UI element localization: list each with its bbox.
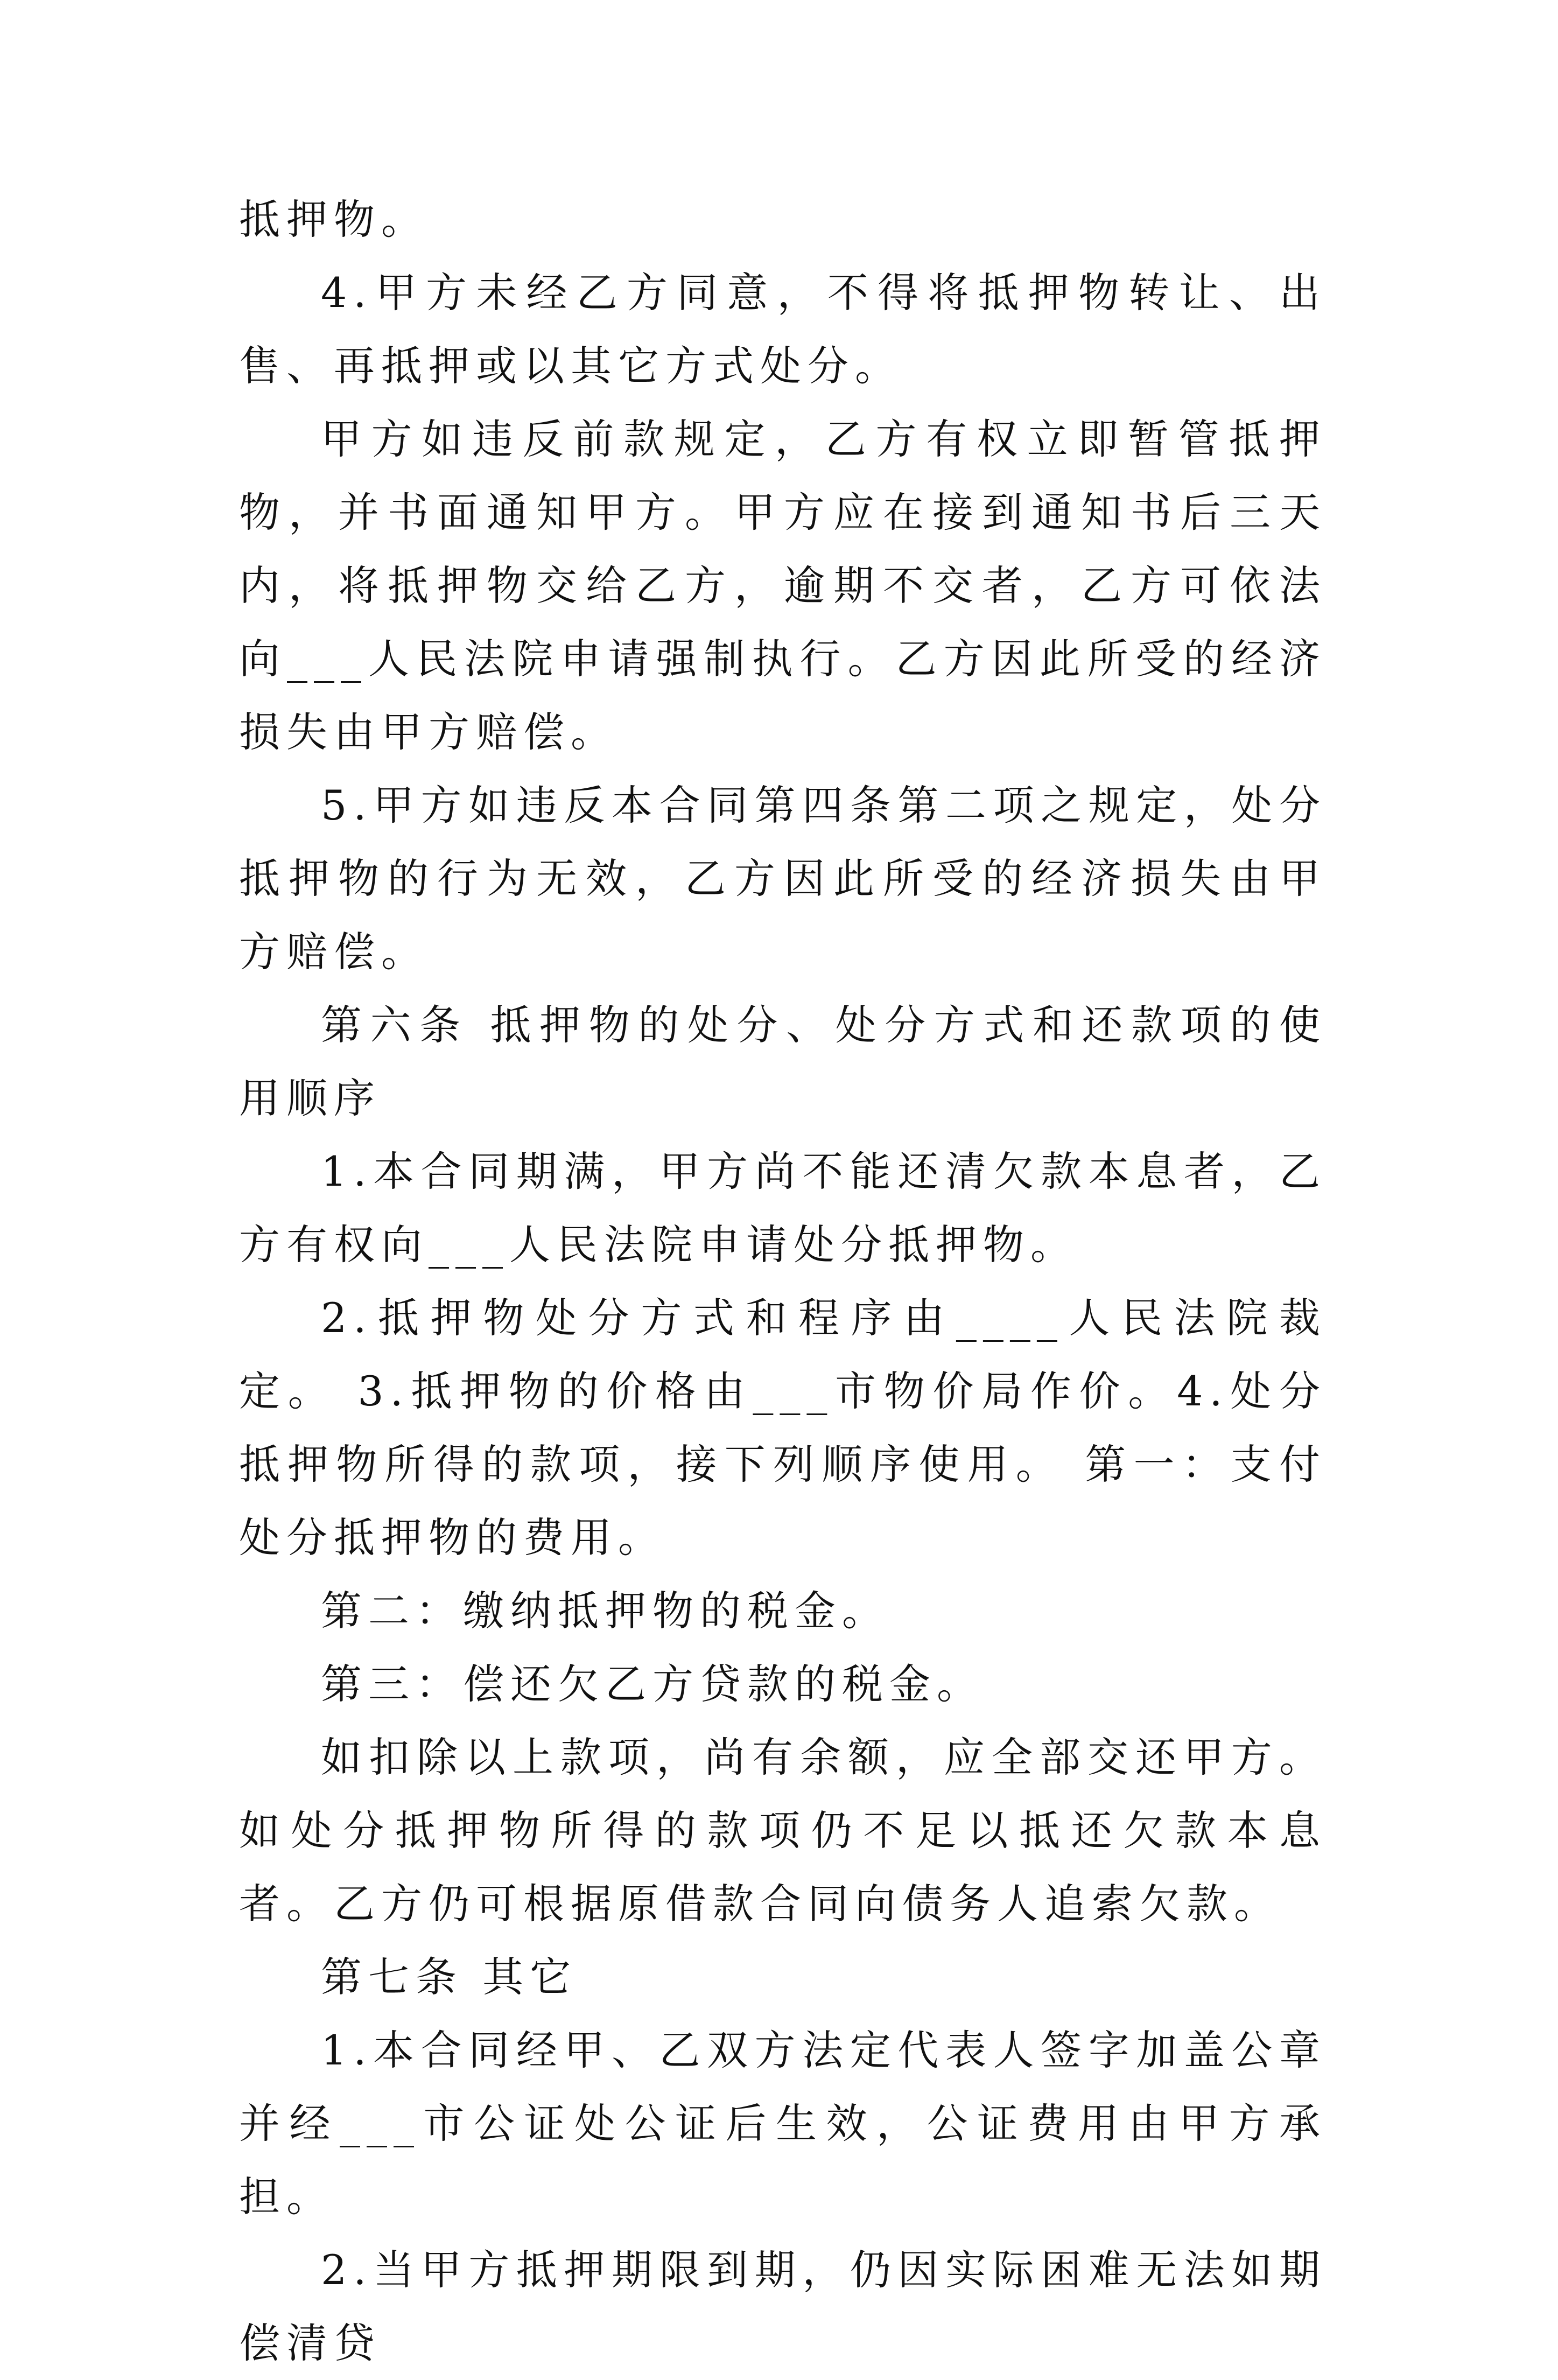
section-heading-7: 第七条 其它 xyxy=(321,1953,578,2001)
paragraph-7: 2.抵押物处分方式和程序由____人民法院裁定。 3.抵押物的价格由___市物价局作价。4.处分抵押物所得的款项，接下列顺序使用。 第一：支付处分抵押物的费用。 xyxy=(239,1294,1327,1562)
paragraph-10: 如扣除以上款项，尚有余额，应全部交还甲方。如处分抵押物所得的款项仍不足以抵还欠款本息者。乙方仍可根据原借款合同向债务人追索欠款。 xyxy=(239,1733,1327,1928)
paragraph-13: 2.当甲方抵押期限到期，仍因实际困难无法如期偿清贷 xyxy=(239,2246,1327,2367)
document-body xyxy=(239,183,1327,2380)
paragraph-9: 第三：偿还欠乙方贷款的税金。 xyxy=(321,1660,984,1708)
paragraph-4: 5.甲方如违反本合同第四条第二项之规定，处分抵押物的行为无效，乙方因此所受的经济损失由甲方赔偿。 xyxy=(239,781,1327,976)
section-heading-6: 第六条 抵押物的处分、处分方式和还款项的使用顺序 xyxy=(239,1001,1327,1122)
paragraph-6: 1.本合同期满，甲方尚不能还清欠款本息者，乙方有权向___人民法院申请处分抵押物。 xyxy=(239,1147,1327,1269)
paragraph-2: 4.甲方未经乙方同意，不得将抵押物转让、出售、再抵押或以其它方式处分。 xyxy=(239,269,1327,390)
paragraph-1: 抵押物。 xyxy=(239,195,429,243)
paragraph-12: 1.本合同经甲、乙双方法定代表人签字加盖公章并经___市公证处公证后生效，公证费用由甲方承担。 xyxy=(239,2026,1327,2221)
paragraph-8: 第二：缴纳抵押物的税金。 xyxy=(321,1587,889,1635)
paragraph-3: 甲方如违反前款规定，乙方有权立即暂管抵押物，并书面通知甲方。甲方应在接到通知书后三天内，将抵押物交给乙方，逾期不交者，乙方可依法向___人民法院申请强制执行。乙方因此所受的经济损失由甲方赔偿。 xyxy=(239,415,1327,756)
